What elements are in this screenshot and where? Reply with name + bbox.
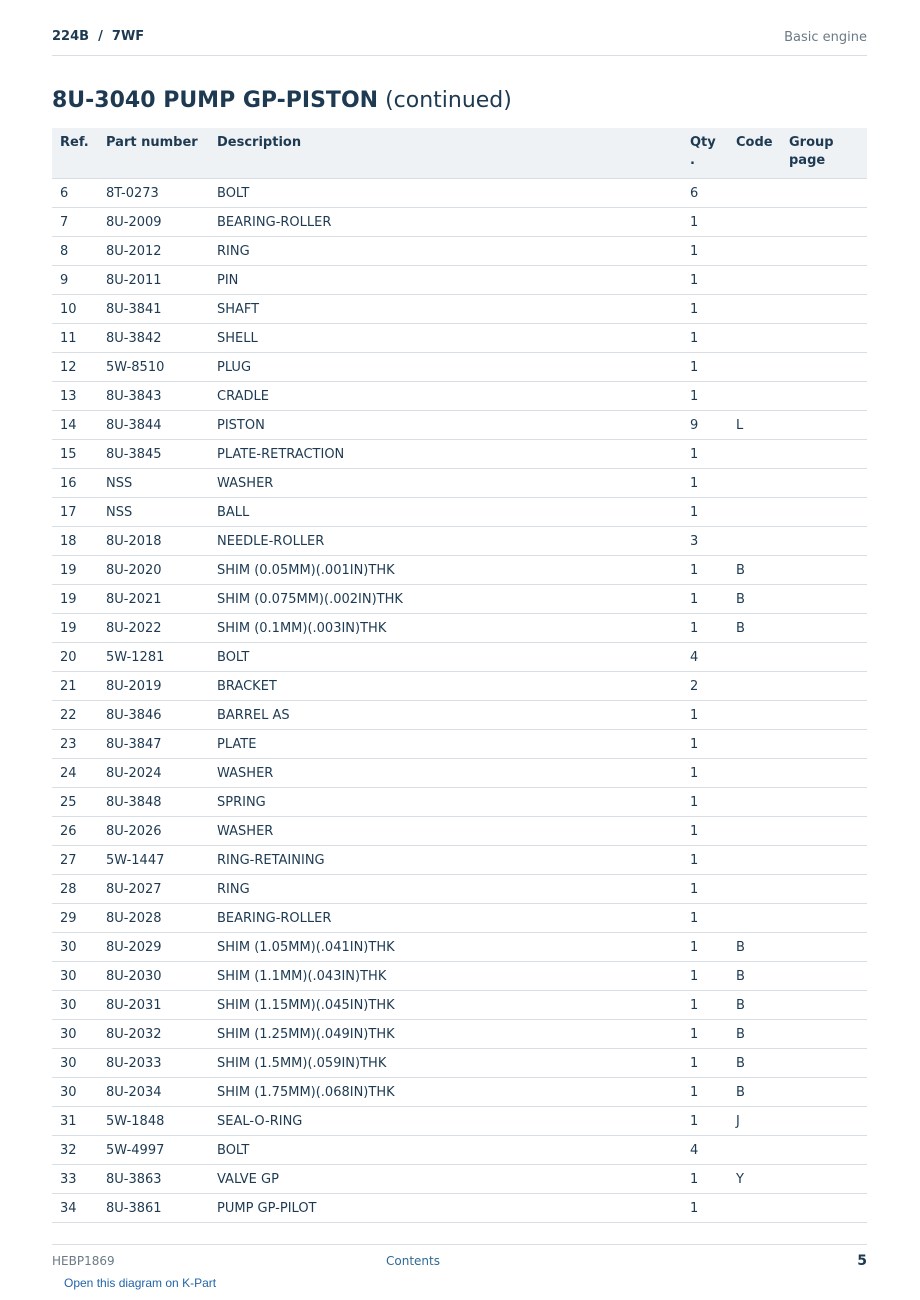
document-id: HEBP1869 — [52, 1254, 115, 1268]
cell-part-number: 8U-3844 — [98, 411, 209, 440]
cell-group-page — [781, 614, 867, 643]
cell-ref: 16 — [52, 469, 98, 498]
cell-code — [728, 266, 781, 295]
cell-group-page — [781, 556, 867, 585]
cell-code: Y — [728, 1165, 781, 1194]
cell-group-page — [781, 1194, 867, 1223]
cell-part-number: 8U-2011 — [98, 266, 209, 295]
cell-ref: 32 — [52, 1136, 98, 1165]
table-row — [52, 1049, 867, 1078]
cell-part-number: 8U-3861 — [98, 1194, 209, 1223]
cell-ref: 28 — [52, 875, 98, 904]
cell-qty: 6 — [682, 179, 728, 208]
cell-code — [728, 643, 781, 672]
col-header-code: Code — [728, 128, 781, 179]
cell-description: RING — [209, 237, 682, 266]
cell-code — [728, 1136, 781, 1165]
cell-description: WASHER — [209, 469, 682, 498]
cell-ref: 30 — [52, 1049, 98, 1078]
cell-description: BEARING-ROLLER — [209, 208, 682, 237]
cell-ref: 13 — [52, 382, 98, 411]
cell-part-number: NSS — [98, 498, 209, 527]
table-row — [52, 933, 867, 962]
cell-description: SEAL-O-RING — [209, 1107, 682, 1136]
cell-part-number: 8U-3842 — [98, 324, 209, 353]
table-row — [52, 440, 867, 469]
cell-qty: 1 — [682, 1165, 728, 1194]
cell-description: BOLT — [209, 1136, 682, 1165]
cell-description: RING-RETAINING — [209, 846, 682, 875]
table-row — [52, 991, 867, 1020]
cell-ref: 19 — [52, 614, 98, 643]
cell-group-page — [781, 527, 867, 556]
cell-ref: 26 — [52, 817, 98, 846]
cell-group-page — [781, 295, 867, 324]
cell-code — [728, 672, 781, 701]
cell-part-number: 5W-1281 — [98, 643, 209, 672]
cell-group-page — [781, 324, 867, 353]
cell-qty: 4 — [682, 643, 728, 672]
cell-code: B — [728, 962, 781, 991]
table-row — [52, 295, 867, 324]
cell-part-number: 8U-3846 — [98, 701, 209, 730]
cell-group-page — [781, 208, 867, 237]
cell-ref: 9 — [52, 266, 98, 295]
cell-qty: 2 — [682, 672, 728, 701]
cell-ref: 30 — [52, 933, 98, 962]
cell-part-number: 8U-2009 — [98, 208, 209, 237]
cell-code — [728, 904, 781, 933]
cell-group-page — [781, 237, 867, 266]
parts-table — [52, 128, 867, 1223]
cell-description: BOLT — [209, 643, 682, 672]
cell-qty: 1 — [682, 875, 728, 904]
table-row — [52, 208, 867, 237]
cell-description: VALVE GP — [209, 1165, 682, 1194]
cell-code — [728, 1194, 781, 1223]
contents-link[interactable]: Contents — [386, 1254, 440, 1268]
cell-qty: 9 — [682, 411, 728, 440]
cell-code: B — [728, 614, 781, 643]
cell-ref: 30 — [52, 1078, 98, 1107]
cell-code: B — [728, 1049, 781, 1078]
table-row — [52, 498, 867, 527]
table-row — [52, 1136, 867, 1165]
cell-description: BEARING-ROLLER — [209, 904, 682, 933]
cell-qty: 1 — [682, 295, 728, 324]
table-row — [52, 730, 867, 759]
cell-description: NEEDLE-ROLLER — [209, 527, 682, 556]
cell-code — [728, 237, 781, 266]
cell-qty: 1 — [682, 440, 728, 469]
cell-group-page — [781, 701, 867, 730]
cell-code: J — [728, 1107, 781, 1136]
cell-group-page — [781, 266, 867, 295]
cell-qty: 1 — [682, 1194, 728, 1223]
cell-description: BOLT — [209, 179, 682, 208]
cell-code: B — [728, 1078, 781, 1107]
cell-group-page — [781, 962, 867, 991]
cell-description: PLATE-RETRACTION — [209, 440, 682, 469]
cell-group-page — [781, 788, 867, 817]
table-row — [52, 527, 867, 556]
cell-part-number: 8T-0273 — [98, 179, 209, 208]
cell-ref: 33 — [52, 1165, 98, 1194]
cell-description: SHIM (1.25MM)(.049IN)THK — [209, 1020, 682, 1049]
cell-description: SHIM (1.75MM)(.068IN)THK — [209, 1078, 682, 1107]
table-row — [52, 411, 867, 440]
cell-ref: 14 — [52, 411, 98, 440]
parts-table-body — [52, 179, 867, 1223]
cell-qty: 1 — [682, 730, 728, 759]
cell-group-page — [781, 730, 867, 759]
cell-qty: 1 — [682, 353, 728, 382]
cell-qty: 4 — [682, 1136, 728, 1165]
cell-code — [728, 701, 781, 730]
cell-qty: 1 — [682, 498, 728, 527]
cell-code — [728, 730, 781, 759]
table-row — [52, 469, 867, 498]
cell-code: B — [728, 585, 781, 614]
cell-description: SPRING — [209, 788, 682, 817]
col-header-group-page: Group page — [781, 128, 867, 179]
cell-part-number: 8U-2021 — [98, 585, 209, 614]
cell-qty: 1 — [682, 1107, 728, 1136]
table-row — [52, 585, 867, 614]
cell-description: SHELL — [209, 324, 682, 353]
cell-code — [728, 788, 781, 817]
cell-code: L — [728, 411, 781, 440]
cell-part-number: 5W-1447 — [98, 846, 209, 875]
cell-group-page — [781, 817, 867, 846]
cell-part-number: 8U-2020 — [98, 556, 209, 585]
cell-qty: 1 — [682, 614, 728, 643]
table-row — [52, 672, 867, 701]
cell-part-number: 8U-3843 — [98, 382, 209, 411]
cell-group-page — [781, 469, 867, 498]
cell-part-number: 8U-2032 — [98, 1020, 209, 1049]
cell-description: SHIM (1.05MM)(.041IN)THK — [209, 933, 682, 962]
cell-part-number: 8U-3845 — [98, 440, 209, 469]
cell-group-page — [781, 846, 867, 875]
page-title — [52, 88, 512, 113]
table-header-row — [52, 128, 867, 179]
cell-description: BRACKET — [209, 672, 682, 701]
cell-part-number: 8U-2033 — [98, 1049, 209, 1078]
cell-qty: 1 — [682, 701, 728, 730]
open-diagram-link[interactable]: Open this diagram on K-Part — [64, 1276, 217, 1290]
cell-code — [728, 498, 781, 527]
table-row — [52, 556, 867, 585]
cell-ref: 31 — [52, 1107, 98, 1136]
cell-code — [728, 353, 781, 382]
cell-group-page — [781, 759, 867, 788]
col-header-part-number: Part number — [98, 128, 209, 179]
cell-ref: 6 — [52, 179, 98, 208]
cell-ref: 24 — [52, 759, 98, 788]
cell-part-number: 8U-3847 — [98, 730, 209, 759]
cell-part-number: 5W-8510 — [98, 353, 209, 382]
cell-code — [728, 875, 781, 904]
cell-description: SHIM (1.1MM)(.043IN)THK — [209, 962, 682, 991]
cell-code — [728, 846, 781, 875]
cell-description: PLUG — [209, 353, 682, 382]
cell-qty: 1 — [682, 556, 728, 585]
cell-ref: 30 — [52, 962, 98, 991]
cell-qty: 1 — [682, 846, 728, 875]
cell-description: SHIM (1.5MM)(.059IN)THK — [209, 1049, 682, 1078]
cell-description: SHIM (1.15MM)(.045IN)THK — [209, 991, 682, 1020]
cell-description: BARREL AS — [209, 701, 682, 730]
col-header-description: Description — [209, 128, 682, 179]
cell-description: SHAFT — [209, 295, 682, 324]
cell-ref: 27 — [52, 846, 98, 875]
cell-group-page — [781, 1078, 867, 1107]
cell-description: PLATE — [209, 730, 682, 759]
cell-code — [728, 208, 781, 237]
cell-code: B — [728, 1020, 781, 1049]
cell-code — [728, 817, 781, 846]
cell-description: WASHER — [209, 759, 682, 788]
cell-qty: 1 — [682, 788, 728, 817]
cell-code — [728, 440, 781, 469]
table-row — [52, 643, 867, 672]
cell-code — [728, 324, 781, 353]
cell-group-page — [781, 498, 867, 527]
cell-qty: 3 — [682, 527, 728, 556]
cell-ref: 22 — [52, 701, 98, 730]
cell-ref: 23 — [52, 730, 98, 759]
cell-description: SHIM (0.1MM)(.003IN)THK — [209, 614, 682, 643]
cell-qty: 1 — [682, 1049, 728, 1078]
cell-qty: 1 — [682, 266, 728, 295]
col-header-ref: Ref. — [52, 128, 98, 179]
cell-ref: 10 — [52, 295, 98, 324]
page-footer — [52, 1244, 867, 1275]
cell-qty: 1 — [682, 208, 728, 237]
col-header-qty: Qty . — [682, 128, 728, 179]
cell-description: PIN — [209, 266, 682, 295]
cell-qty: 1 — [682, 962, 728, 991]
cell-qty: 1 — [682, 817, 728, 846]
cell-description: CRADLE — [209, 382, 682, 411]
cell-description: PISTON — [209, 411, 682, 440]
cell-ref: 30 — [52, 1020, 98, 1049]
cell-code — [728, 469, 781, 498]
cell-group-page — [781, 672, 867, 701]
cell-qty: 1 — [682, 1078, 728, 1107]
table-row — [52, 1107, 867, 1136]
cell-description: SHIM (0.075MM)(.002IN)THK — [209, 585, 682, 614]
cell-group-page — [781, 933, 867, 962]
cell-ref: 19 — [52, 585, 98, 614]
table-row — [52, 817, 867, 846]
cell-ref: 25 — [52, 788, 98, 817]
table-row — [52, 1165, 867, 1194]
cell-code — [728, 295, 781, 324]
cell-description: RING — [209, 875, 682, 904]
cell-qty: 1 — [682, 991, 728, 1020]
cell-group-page — [781, 1107, 867, 1136]
cell-qty: 1 — [682, 904, 728, 933]
table-row — [52, 266, 867, 295]
cell-group-page — [781, 991, 867, 1020]
cell-part-number: 8U-2027 — [98, 875, 209, 904]
cell-group-page — [781, 643, 867, 672]
table-row — [52, 237, 867, 266]
cell-part-number: 8U-3848 — [98, 788, 209, 817]
table-row — [52, 788, 867, 817]
cell-ref: 29 — [52, 904, 98, 933]
cell-code — [728, 759, 781, 788]
cell-group-page — [781, 179, 867, 208]
cell-ref: 7 — [52, 208, 98, 237]
cell-code: B — [728, 933, 781, 962]
cell-group-page — [781, 585, 867, 614]
cell-group-page — [781, 1136, 867, 1165]
cell-ref: 8 — [52, 237, 98, 266]
cell-code — [728, 179, 781, 208]
table-row — [52, 353, 867, 382]
cell-description: BALL — [209, 498, 682, 527]
table-row — [52, 1020, 867, 1049]
table-row — [52, 759, 867, 788]
cell-ref: 21 — [52, 672, 98, 701]
table-row — [52, 962, 867, 991]
cell-part-number: 8U-2018 — [98, 527, 209, 556]
cell-part-number: 8U-2031 — [98, 991, 209, 1020]
table-row — [52, 614, 867, 643]
cell-part-number: 8U-2019 — [98, 672, 209, 701]
cell-qty: 1 — [682, 759, 728, 788]
page-number: 5 — [857, 1253, 867, 1269]
cell-qty: 1 — [682, 382, 728, 411]
cell-group-page — [781, 440, 867, 469]
cell-qty: 1 — [682, 237, 728, 266]
cell-code: B — [728, 556, 781, 585]
cell-group-page — [781, 1020, 867, 1049]
cell-ref: 19 — [52, 556, 98, 585]
cell-part-number: 5W-1848 — [98, 1107, 209, 1136]
cell-group-page — [781, 904, 867, 933]
cell-ref: 12 — [52, 353, 98, 382]
cell-part-number: 8U-2024 — [98, 759, 209, 788]
cell-part-number: 8U-2022 — [98, 614, 209, 643]
cell-code: B — [728, 991, 781, 1020]
table-row — [52, 1078, 867, 1107]
cell-part-number: 8U-2030 — [98, 962, 209, 991]
section-label: Basic engine — [784, 30, 867, 45]
table-row — [52, 701, 867, 730]
cell-part-number: 8U-2028 — [98, 904, 209, 933]
cell-qty: 1 — [682, 933, 728, 962]
cell-qty: 1 — [682, 324, 728, 353]
cell-ref: 20 — [52, 643, 98, 672]
cell-group-page — [781, 1049, 867, 1078]
cell-ref: 34 — [52, 1194, 98, 1223]
title-main: 8U-3040 PUMP GP-PISTON — [52, 88, 379, 113]
table-row — [52, 324, 867, 353]
cell-description: PUMP GP-PILOT — [209, 1194, 682, 1223]
cell-part-number: 8U-2026 — [98, 817, 209, 846]
cell-part-number: 8U-3841 — [98, 295, 209, 324]
cell-qty: 1 — [682, 1020, 728, 1049]
cell-ref: 18 — [52, 527, 98, 556]
cell-description: SHIM (0.05MM)(.001IN)THK — [209, 556, 682, 585]
cell-ref: 11 — [52, 324, 98, 353]
cell-group-page — [781, 382, 867, 411]
cell-qty: 1 — [682, 585, 728, 614]
table-row — [52, 179, 867, 208]
cell-group-page — [781, 353, 867, 382]
table-row — [52, 846, 867, 875]
title-suffix: (continued) — [385, 88, 512, 113]
cell-part-number: 8U-2034 — [98, 1078, 209, 1107]
cell-part-number: 8U-2012 — [98, 237, 209, 266]
cell-qty: 1 — [682, 469, 728, 498]
table-row — [52, 875, 867, 904]
cell-part-number: 5W-4997 — [98, 1136, 209, 1165]
cell-part-number: 8U-3863 — [98, 1165, 209, 1194]
page-header — [52, 28, 867, 56]
cell-group-page — [781, 1165, 867, 1194]
cell-code — [728, 382, 781, 411]
cell-group-page — [781, 411, 867, 440]
model-label: 224B / 7WF — [52, 29, 145, 44]
table-row — [52, 1194, 867, 1223]
cell-part-number: 8U-2029 — [98, 933, 209, 962]
cell-ref: 30 — [52, 991, 98, 1020]
cell-description: WASHER — [209, 817, 682, 846]
cell-ref: 15 — [52, 440, 98, 469]
cell-ref: 17 — [52, 498, 98, 527]
table-row — [52, 904, 867, 933]
cell-code — [728, 527, 781, 556]
table-row — [52, 382, 867, 411]
cell-group-page — [781, 875, 867, 904]
cell-part-number: NSS — [98, 469, 209, 498]
